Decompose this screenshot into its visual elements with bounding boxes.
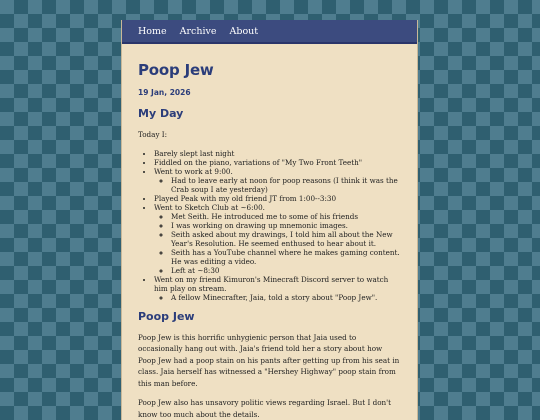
nav-home-link[interactable]: Home bbox=[138, 25, 167, 37]
section-heading-my-day: My Day bbox=[138, 107, 184, 120]
list-item: • Played Peak with my old friend JT from 1:00--3:30 bbox=[154, 194, 401, 203]
top-nav bbox=[122, 20, 417, 44]
list-item: ◦ Seith asked about my drawings, I told him all about the New Year's Resolution. He seemed enthused to hear about it. bbox=[171, 230, 401, 248]
my-day-list bbox=[138, 149, 401, 302]
sub-list bbox=[154, 176, 401, 194]
list-item-text: Went on my friend Kimuron's Minecraft Discord server to watch him play on stream. bbox=[154, 274, 389, 293]
nav-archive-link[interactable]: Archive bbox=[179, 25, 217, 37]
nav-about-link[interactable]: About bbox=[229, 25, 259, 37]
list-item bbox=[154, 203, 401, 275]
post-title: Poop Jew bbox=[138, 61, 214, 79]
paragraph: Poop Jew is this horrific unhygienic person that Jaia used to occasionally hang out with. Jaia's friend told her a story about how Poop Jew had a poop stain on his pants after getting up from his seat in class. Jaia herself has witnessed a "Hershey Highway" poop stain from this man before. bbox=[138, 332, 400, 388]
section-heading-poop-jew: Poop Jew bbox=[138, 309, 195, 323]
list-item: ◦ Seith has a YouTube channel where he makes gaming content. He was editing a video. bbox=[171, 248, 401, 266]
sub-list bbox=[154, 212, 401, 275]
list-item: ◦ I was working on drawing up mnemonic images. bbox=[171, 221, 401, 230]
list-item: • Fiddled on the piano, variations of "My Two Front Teeth" bbox=[154, 158, 401, 167]
list-item: • Barely slept last night bbox=[154, 149, 401, 158]
post-date: 19 Jan, 2026 bbox=[138, 88, 191, 97]
paragraph: Poop Jew also has unsavory politic views regarding Israel. But I don't know too much about the details. bbox=[138, 398, 392, 419]
list-item-text: Went to Sketch Club at ~6:00. bbox=[154, 202, 265, 212]
list-item-text: Went to work at 9:00. bbox=[154, 166, 233, 176]
my-day-intro: Today I: bbox=[138, 130, 168, 139]
post-content bbox=[122, 44, 417, 420]
list-item bbox=[154, 167, 401, 194]
list-item: ◦ Had to leave early at noon for poop reasons (I think it was the Crab soup I ate yesterday) bbox=[171, 176, 401, 194]
list-item bbox=[154, 275, 401, 302]
list-item: ◦ A fellow Minecrafter, Jaia, told a story about "Poop Jew". bbox=[171, 293, 401, 302]
list-item: ◦ Left at ~8:30 bbox=[171, 266, 401, 275]
sub-list bbox=[154, 293, 401, 302]
page-container bbox=[121, 20, 418, 420]
list-item: ◦ Met Seith. He introduced me to some of his friends bbox=[171, 212, 401, 221]
